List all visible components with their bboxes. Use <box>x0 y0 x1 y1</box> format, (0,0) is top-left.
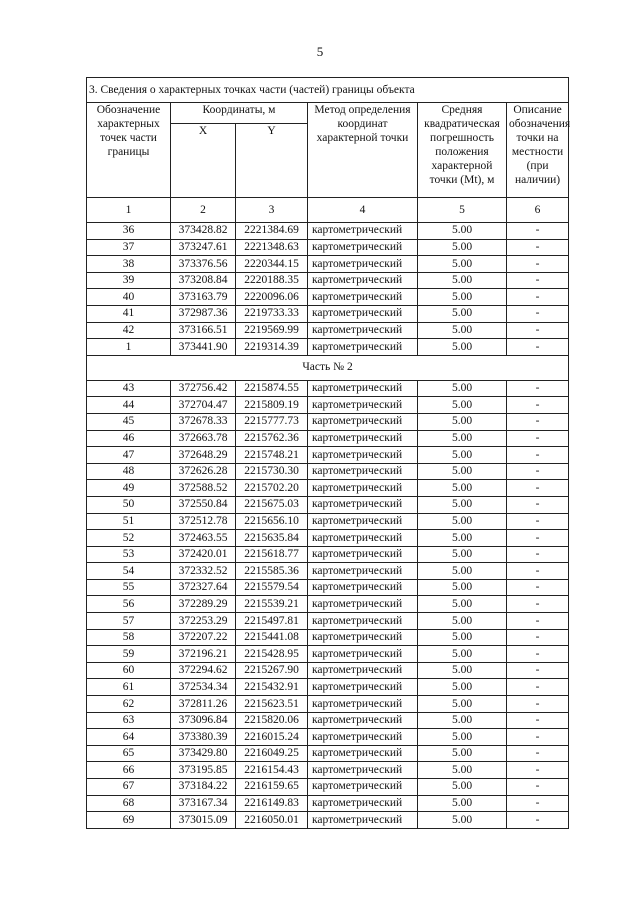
method-cell: картометрический <box>308 646 418 663</box>
y-coordinate-cell: 2219314.39 <box>236 339 308 356</box>
y-coordinate-cell: 2215441.08 <box>236 629 308 646</box>
method-cell: картометрический <box>308 496 418 513</box>
method-cell: картометрический <box>308 745 418 762</box>
description-cell: - <box>507 256 569 273</box>
point-number-cell: 42 <box>87 322 171 339</box>
rms-error-cell: 5.00 <box>418 413 507 430</box>
rms-error-cell: 5.00 <box>418 447 507 464</box>
rms-error-cell: 5.00 <box>418 646 507 663</box>
table-row <box>87 679 569 696</box>
description-cell: - <box>507 496 569 513</box>
description-cell: - <box>507 289 569 306</box>
point-number-cell: 50 <box>87 496 171 513</box>
description-cell: - <box>507 596 569 613</box>
column-number: 1 <box>87 198 171 223</box>
description-cell: - <box>507 397 569 414</box>
rms-error-cell: 5.00 <box>418 239 507 256</box>
rms-error-cell: 5.00 <box>418 322 507 339</box>
method-cell: картометрический <box>308 613 418 630</box>
boundary-points-table <box>86 77 569 829</box>
table-row <box>87 712 569 729</box>
y-coordinate-cell: 2219569.99 <box>236 322 308 339</box>
table-row <box>87 596 569 613</box>
column-number: 3 <box>236 198 308 223</box>
y-coordinate-cell: 2215656.10 <box>236 513 308 530</box>
method-cell: картометрический <box>308 530 418 547</box>
description-cell: - <box>507 745 569 762</box>
point-number-cell: 40 <box>87 289 171 306</box>
x-coordinate-cell: 373163.79 <box>171 289 236 306</box>
method-cell: картометрический <box>308 272 418 289</box>
table-row <box>87 339 569 356</box>
point-number-cell: 68 <box>87 795 171 812</box>
y-coordinate-cell: 2216049.25 <box>236 745 308 762</box>
rms-error-cell: 5.00 <box>418 530 507 547</box>
point-number-cell: 67 <box>87 779 171 796</box>
point-number-cell: 36 <box>87 223 171 240</box>
description-cell: - <box>507 729 569 746</box>
rms-error-cell: 5.00 <box>418 272 507 289</box>
y-coordinate-cell: 2215585.36 <box>236 563 308 580</box>
x-coordinate-cell: 372332.52 <box>171 563 236 580</box>
table-row <box>87 812 569 829</box>
table-row <box>87 513 569 530</box>
table-row <box>87 305 569 322</box>
point-number-cell: 46 <box>87 430 171 447</box>
point-number-cell: 66 <box>87 762 171 779</box>
description-cell: - <box>507 679 569 696</box>
point-number-cell: 47 <box>87 447 171 464</box>
method-cell: картометрический <box>308 629 418 646</box>
rms-error-cell: 5.00 <box>418 380 507 397</box>
table-row <box>87 613 569 630</box>
header-point-designation: Обозначение характерных точек части границы <box>87 103 171 198</box>
rms-error-cell: 5.00 <box>418 463 507 480</box>
x-coordinate-cell: 372648.29 <box>171 447 236 464</box>
x-coordinate-cell: 372811.26 <box>171 696 236 713</box>
rms-error-cell: 5.00 <box>418 795 507 812</box>
description-cell: - <box>507 812 569 829</box>
x-coordinate-cell: 372512.78 <box>171 513 236 530</box>
method-cell: картометрический <box>308 223 418 240</box>
table-row <box>87 795 569 812</box>
point-number-cell: 64 <box>87 729 171 746</box>
y-coordinate-cell: 2215579.54 <box>236 579 308 596</box>
table-row <box>87 563 569 580</box>
y-coordinate-cell: 2215618.77 <box>236 546 308 563</box>
method-cell: картометрический <box>308 305 418 322</box>
method-cell: картометрический <box>308 289 418 306</box>
x-coordinate-cell: 373184.22 <box>171 779 236 796</box>
y-coordinate-cell: 2215762.36 <box>236 430 308 447</box>
x-coordinate-cell: 373096.84 <box>171 712 236 729</box>
method-cell: картометрический <box>308 322 418 339</box>
rms-error-cell: 5.00 <box>418 629 507 646</box>
y-coordinate-cell: 2221348.63 <box>236 239 308 256</box>
section-title: 3. Сведения о характерных точках части (частей) границы объекта <box>87 78 569 103</box>
x-coordinate-cell: 372588.52 <box>171 480 236 497</box>
table-row <box>87 223 569 240</box>
method-cell: картометрический <box>308 795 418 812</box>
description-cell: - <box>507 795 569 812</box>
description-cell: - <box>507 339 569 356</box>
description-cell: - <box>507 223 569 240</box>
description-cell: - <box>507 762 569 779</box>
method-cell: картометрический <box>308 480 418 497</box>
y-coordinate-cell: 2215635.84 <box>236 530 308 547</box>
section-title-row <box>87 78 569 103</box>
method-cell: картометрический <box>308 696 418 713</box>
x-coordinate-cell: 373380.39 <box>171 729 236 746</box>
y-coordinate-cell: 2219733.33 <box>236 305 308 322</box>
table-row <box>87 496 569 513</box>
method-cell: картометрический <box>308 762 418 779</box>
rms-error-cell: 5.00 <box>418 579 507 596</box>
method-cell: картометрический <box>308 779 418 796</box>
y-coordinate-cell: 2216050.01 <box>236 812 308 829</box>
description-cell: - <box>507 579 569 596</box>
point-number-cell: 44 <box>87 397 171 414</box>
table-row <box>87 289 569 306</box>
header-y: Y <box>236 124 308 198</box>
method-cell: картометрический <box>308 380 418 397</box>
table-row <box>87 745 569 762</box>
table-row <box>87 463 569 480</box>
x-coordinate-cell: 372534.34 <box>171 679 236 696</box>
rms-error-cell: 5.00 <box>418 812 507 829</box>
description-cell: - <box>507 712 569 729</box>
x-coordinate-cell: 372463.55 <box>171 530 236 547</box>
y-coordinate-cell: 2215748.21 <box>236 447 308 464</box>
table-row <box>87 256 569 273</box>
table-row <box>87 413 569 430</box>
y-coordinate-cell: 2215675.03 <box>236 496 308 513</box>
method-cell: картометрический <box>308 447 418 464</box>
x-coordinate-cell: 372253.29 <box>171 613 236 630</box>
point-number-cell: 38 <box>87 256 171 273</box>
table-row <box>87 646 569 663</box>
y-coordinate-cell: 2215820.06 <box>236 712 308 729</box>
header-x: X <box>171 124 236 198</box>
y-coordinate-cell: 2215539.21 <box>236 596 308 613</box>
page-number: 5 <box>316 44 324 59</box>
table-row <box>87 629 569 646</box>
point-number-cell: 69 <box>87 812 171 829</box>
point-number-cell: 43 <box>87 380 171 397</box>
description-cell: - <box>507 662 569 679</box>
method-cell: картометрический <box>308 256 418 273</box>
rms-error-cell: 5.00 <box>418 289 507 306</box>
description-cell: - <box>507 380 569 397</box>
description-cell: - <box>507 779 569 796</box>
rms-error-cell: 5.00 <box>418 779 507 796</box>
header-row-top <box>87 103 569 124</box>
table-row <box>87 397 569 414</box>
method-cell: картометрический <box>308 513 418 530</box>
x-coordinate-cell: 373195.85 <box>171 762 236 779</box>
table-row <box>87 729 569 746</box>
x-coordinate-cell: 373429.80 <box>171 745 236 762</box>
description-cell: - <box>507 413 569 430</box>
point-number-cell: 48 <box>87 463 171 480</box>
column-number: 6 <box>507 198 569 223</box>
method-cell: картометрический <box>308 596 418 613</box>
method-cell: картометрический <box>308 239 418 256</box>
point-number-cell: 63 <box>87 712 171 729</box>
x-coordinate-cell: 372420.01 <box>171 546 236 563</box>
y-coordinate-cell: 2220188.35 <box>236 272 308 289</box>
point-number-cell: 45 <box>87 413 171 430</box>
rms-error-cell: 5.00 <box>418 256 507 273</box>
point-number-cell: 54 <box>87 563 171 580</box>
x-coordinate-cell: 373441.90 <box>171 339 236 356</box>
point-number-cell: 41 <box>87 305 171 322</box>
description-cell: - <box>507 463 569 480</box>
rms-error-cell: 5.00 <box>418 762 507 779</box>
rms-error-cell: 5.00 <box>418 729 507 746</box>
x-coordinate-cell: 373376.56 <box>171 256 236 273</box>
table-row <box>87 579 569 596</box>
description-cell: - <box>507 546 569 563</box>
y-coordinate-cell: 2215432.91 <box>236 679 308 696</box>
method-cell: картометрический <box>308 413 418 430</box>
rms-error-cell: 5.00 <box>418 397 507 414</box>
description-cell: - <box>507 272 569 289</box>
method-cell: картометрический <box>308 463 418 480</box>
description-cell: - <box>507 430 569 447</box>
point-number-cell: 65 <box>87 745 171 762</box>
rms-error-cell: 5.00 <box>418 430 507 447</box>
rms-error-cell: 5.00 <box>418 596 507 613</box>
y-coordinate-cell: 2215428.95 <box>236 646 308 663</box>
part-title-row <box>87 355 569 380</box>
method-cell: картометрический <box>308 563 418 580</box>
x-coordinate-cell: 373428.82 <box>171 223 236 240</box>
point-number-cell: 58 <box>87 629 171 646</box>
column-numbers-row <box>87 198 569 223</box>
method-cell: картометрический <box>308 339 418 356</box>
table-row <box>87 779 569 796</box>
table-row <box>87 530 569 547</box>
table-row <box>87 546 569 563</box>
point-number-cell: 51 <box>87 513 171 530</box>
x-coordinate-cell: 372704.47 <box>171 397 236 414</box>
rms-error-cell: 5.00 <box>418 223 507 240</box>
point-number-cell: 60 <box>87 662 171 679</box>
header-coordinates: Координаты, м <box>171 103 308 124</box>
table-row <box>87 322 569 339</box>
y-coordinate-cell: 2215497.81 <box>236 613 308 630</box>
description-cell: - <box>507 322 569 339</box>
method-cell: картометрический <box>308 662 418 679</box>
table-row <box>87 447 569 464</box>
x-coordinate-cell: 372987.36 <box>171 305 236 322</box>
y-coordinate-cell: 2215777.73 <box>236 413 308 430</box>
point-number-cell: 37 <box>87 239 171 256</box>
rms-error-cell: 5.00 <box>418 496 507 513</box>
point-number-cell: 55 <box>87 579 171 596</box>
description-cell: - <box>507 530 569 547</box>
y-coordinate-cell: 2216159.65 <box>236 779 308 796</box>
y-coordinate-cell: 2215267.90 <box>236 662 308 679</box>
rms-error-cell: 5.00 <box>418 712 507 729</box>
point-number-cell: 57 <box>87 613 171 630</box>
rms-error-cell: 5.00 <box>418 305 507 322</box>
header-rms-error: Средняя квадратическая погрешность положения характерной точки (Mt), м <box>418 103 507 198</box>
point-number-cell: 39 <box>87 272 171 289</box>
y-coordinate-cell: 2215874.55 <box>236 380 308 397</box>
y-coordinate-cell: 2216149.83 <box>236 795 308 812</box>
table-row <box>87 762 569 779</box>
rms-error-cell: 5.00 <box>418 546 507 563</box>
point-number-cell: 59 <box>87 646 171 663</box>
column-number: 5 <box>418 198 507 223</box>
y-coordinate-cell: 2215623.51 <box>236 696 308 713</box>
y-coordinate-cell: 2216015.24 <box>236 729 308 746</box>
column-number: 4 <box>308 198 418 223</box>
y-coordinate-cell: 2215702.20 <box>236 480 308 497</box>
rms-error-cell: 5.00 <box>418 662 507 679</box>
x-coordinate-cell: 372196.21 <box>171 646 236 663</box>
rms-error-cell: 5.00 <box>418 480 507 497</box>
point-number-cell: 49 <box>87 480 171 497</box>
point-number-cell: 53 <box>87 546 171 563</box>
table-row <box>87 239 569 256</box>
y-coordinate-cell: 2220344.15 <box>236 256 308 273</box>
method-cell: картометрический <box>308 729 418 746</box>
method-cell: картометрический <box>308 712 418 729</box>
description-cell: - <box>507 480 569 497</box>
x-coordinate-cell: 373208.84 <box>171 272 236 289</box>
x-coordinate-cell: 372327.64 <box>171 579 236 596</box>
description-cell: - <box>507 613 569 630</box>
table-row <box>87 696 569 713</box>
rms-error-cell: 5.00 <box>418 745 507 762</box>
description-cell: - <box>507 696 569 713</box>
x-coordinate-cell: 372294.62 <box>171 662 236 679</box>
method-cell: картометрический <box>308 812 418 829</box>
x-coordinate-cell: 372289.29 <box>171 596 236 613</box>
header-description: Описание обозначения точки на местности (при наличии) <box>507 103 569 198</box>
x-coordinate-cell: 372626.28 <box>171 463 236 480</box>
rms-error-cell: 5.00 <box>418 563 507 580</box>
description-cell: - <box>507 563 569 580</box>
point-number-cell: 56 <box>87 596 171 613</box>
column-number: 2 <box>171 198 236 223</box>
table-row <box>87 480 569 497</box>
rms-error-cell: 5.00 <box>418 696 507 713</box>
x-coordinate-cell: 373166.51 <box>171 322 236 339</box>
point-number-cell: 52 <box>87 530 171 547</box>
x-coordinate-cell: 372550.84 <box>171 496 236 513</box>
table-row <box>87 272 569 289</box>
description-cell: - <box>507 447 569 464</box>
rms-error-cell: 5.00 <box>418 513 507 530</box>
x-coordinate-cell: 372756.42 <box>171 380 236 397</box>
method-cell: картометрический <box>308 546 418 563</box>
y-coordinate-cell: 2215730.30 <box>236 463 308 480</box>
rms-error-cell: 5.00 <box>418 339 507 356</box>
description-cell: - <box>507 239 569 256</box>
rms-error-cell: 5.00 <box>418 613 507 630</box>
description-cell: - <box>507 646 569 663</box>
y-coordinate-cell: 2216154.43 <box>236 762 308 779</box>
x-coordinate-cell: 373247.61 <box>171 239 236 256</box>
rms-error-cell: 5.00 <box>418 679 507 696</box>
x-coordinate-cell: 372663.78 <box>171 430 236 447</box>
description-cell: - <box>507 629 569 646</box>
method-cell: картометрический <box>308 679 418 696</box>
table-row <box>87 662 569 679</box>
point-number-cell: 1 <box>87 339 171 356</box>
header-method: Метод определения координат характерной точки <box>308 103 418 198</box>
y-coordinate-cell: 2215809.19 <box>236 397 308 414</box>
x-coordinate-cell: 372207.22 <box>171 629 236 646</box>
method-cell: картометрический <box>308 430 418 447</box>
x-coordinate-cell: 373167.34 <box>171 795 236 812</box>
part-title: Часть № 2 <box>87 355 569 380</box>
x-coordinate-cell: 373015.09 <box>171 812 236 829</box>
point-number-cell: 62 <box>87 696 171 713</box>
description-cell: - <box>507 513 569 530</box>
y-coordinate-cell: 2221384.69 <box>236 223 308 240</box>
point-number-cell: 61 <box>87 679 171 696</box>
method-cell: картометрический <box>308 579 418 596</box>
table-row <box>87 380 569 397</box>
y-coordinate-cell: 2220096.06 <box>236 289 308 306</box>
x-coordinate-cell: 372678.33 <box>171 413 236 430</box>
method-cell: картометрический <box>308 397 418 414</box>
description-cell: - <box>507 305 569 322</box>
table-row <box>87 430 569 447</box>
